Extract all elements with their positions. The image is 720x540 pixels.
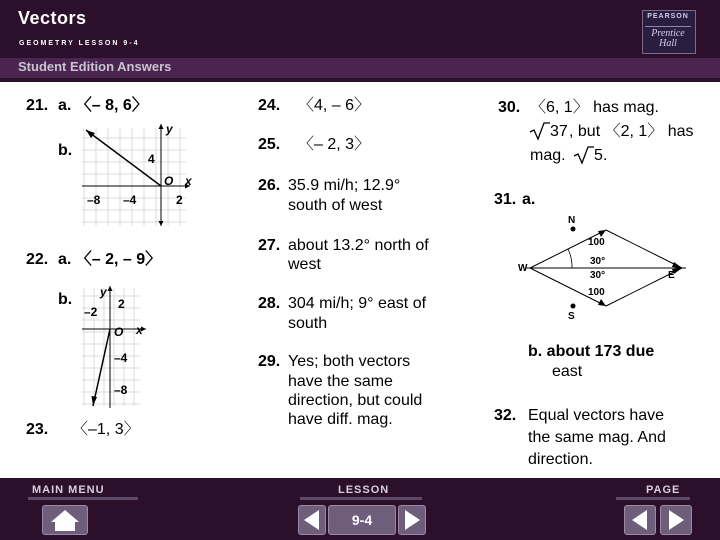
main-menu-label: MAIN MENU [32, 484, 105, 496]
logo-top-text: PEARSON [647, 13, 689, 20]
diagram-31-angle-top: 30° [590, 256, 606, 267]
diagram-31-angle-arc [568, 249, 572, 268]
graph-21-origin: O [164, 174, 174, 188]
diagram-31-arrowhead-2 [672, 262, 682, 268]
answer-26-line1: 35.9 mi/h; 12.9° [288, 177, 401, 194]
answer-25-text: 〈– 2, 3〉 [298, 136, 371, 153]
arrow-left-icon [625, 506, 655, 534]
graph-22-x-label: x [136, 323, 143, 337]
lesson-label: LESSON [338, 484, 390, 496]
lesson-prev-button[interactable] [298, 505, 326, 535]
diagram-31 [506, 208, 694, 328]
banner-label: Student Edition Answers [18, 59, 172, 74]
graph-21-tick-neg4: –4 [123, 193, 137, 207]
answer-32-number: 32. [494, 407, 517, 424]
lesson-number-button[interactable] [328, 505, 396, 535]
answer-32-line3: direction. [528, 451, 593, 468]
diagram-31-south: S [568, 311, 575, 322]
graph-21-tick-neg8: –8 [87, 193, 101, 207]
graph-22-origin: O [114, 325, 124, 339]
arrow-right-icon [399, 506, 425, 534]
answer-30-radicand-37: 37 [550, 123, 568, 140]
main-menu-underline [28, 497, 138, 500]
answer-28-number: 28. [258, 295, 281, 312]
diagram-31-mag-top: 100 [588, 237, 605, 248]
answer-29-number: 29. [258, 353, 281, 370]
graph-21-tick-2: 2 [176, 193, 183, 207]
diagram-31-mag-bottom: 100 [588, 287, 605, 298]
answer-22-part-b: b. [58, 291, 73, 308]
answer-27-number: 27. [258, 237, 281, 254]
answer-24-number: 24. [258, 97, 281, 114]
answer-29-line1: Yes; both vectors [288, 353, 411, 370]
graph-21 [78, 118, 200, 230]
answer-30-line3-pre: mag. [530, 147, 566, 164]
graph-22 [80, 284, 150, 410]
sqrt-icon-5 [572, 145, 594, 165]
answer-27-line2: west [288, 256, 321, 273]
diagram-31-angle-bottom: 30° [590, 270, 606, 281]
answer-31-number: 31. [494, 191, 517, 208]
answer-26-number: 26. [258, 177, 281, 194]
answer-30-line3-post: . [603, 147, 608, 164]
answer-28-line2: south [288, 315, 328, 332]
graph-22-y-arrow [108, 286, 113, 291]
logo-bottom-text: Prentice Hall [651, 28, 685, 49]
answer-31-part-b-line2: east [552, 363, 583, 380]
answer-22-part-a: a. 〈– 2, – 9〉 [58, 251, 162, 268]
graph-22-y-label: y [100, 285, 107, 299]
answer-26-line2: south of west [288, 197, 383, 214]
answer-24-text: 〈4, – 6〉 [298, 97, 371, 114]
answer-30-line2: , but 〈2, 1〉 has [569, 123, 694, 140]
lesson-underline [300, 497, 422, 500]
answer-21-part-b: b. [58, 142, 73, 159]
answer-31-part-b: b. about 173 due [528, 343, 655, 360]
answer-25-number: 25. [258, 136, 281, 153]
graph-22-vector [93, 329, 110, 406]
page-underline [616, 497, 690, 500]
answer-23-text: 〈–1, 3〉 [72, 421, 140, 438]
graph-22-tick-2: 2 [118, 297, 125, 311]
answer-30-line1: 〈6, 1〉 has mag. [530, 99, 659, 116]
lesson-next-button[interactable] [398, 505, 426, 535]
sqrt-icon-37 [528, 121, 550, 141]
page-next-button[interactable] [660, 505, 692, 535]
answer-28-line1: 304 mi/h; 9° east of [288, 295, 427, 312]
answer-30-number: 30. [498, 99, 521, 116]
arrow-left-icon [299, 506, 325, 534]
graph-21-y-label: y [166, 122, 173, 136]
answer-29-line4: have diff. mag. [288, 411, 393, 428]
answer-29-line3: direction, but could [288, 392, 423, 409]
answer-23-number: 23. [26, 421, 49, 438]
graph-22-tick-neg8: –8 [114, 383, 128, 397]
answer-32-line2: the same mag. And [528, 429, 666, 446]
answer-21-part-a: a. 〈– 8, 6〉 [58, 97, 148, 114]
graph-21-y-arrow-down [159, 221, 164, 226]
answer-30-radicand-5: 5 [594, 147, 603, 164]
diagram-31-south-dot [571, 304, 576, 309]
answer-27-line1: about 13.2° north of [288, 237, 429, 254]
answer-29-line2: have the same [288, 373, 393, 390]
logo-divider [645, 26, 691, 27]
diagram-31-north: N [568, 215, 576, 226]
page-label: PAGE [646, 484, 681, 496]
lesson-number: 9-4 [351, 512, 373, 528]
answer-31-part-a: a. [522, 191, 536, 208]
graph-22-tick-neg4: –4 [114, 351, 128, 365]
page-prev-button[interactable] [624, 505, 656, 535]
diagram-31-vector-2 [606, 230, 682, 268]
graph-21-x-label: x [185, 174, 192, 188]
graph-21-tick-4: 4 [148, 152, 155, 166]
home-icon [43, 506, 87, 534]
home-button[interactable] [42, 505, 88, 535]
graph-21-vector-head [86, 130, 95, 138]
answer-22-number: 22. [26, 251, 49, 268]
graph-22-tick-neg2: –2 [84, 305, 98, 319]
page-subtitle: GEOMETRY LESSON 9-4 [19, 40, 140, 47]
arrow-right-icon [661, 506, 691, 534]
diagram-31-west: W [518, 263, 528, 274]
diagram-31-east: E [668, 270, 675, 281]
answer-32-line1: Equal vectors have [528, 407, 665, 424]
graph-21-y-arrow [159, 124, 164, 129]
page-title: Vectors [18, 8, 87, 28]
diagram-31-north-dot [571, 227, 576, 232]
answer-21-number: 21. [26, 97, 49, 114]
